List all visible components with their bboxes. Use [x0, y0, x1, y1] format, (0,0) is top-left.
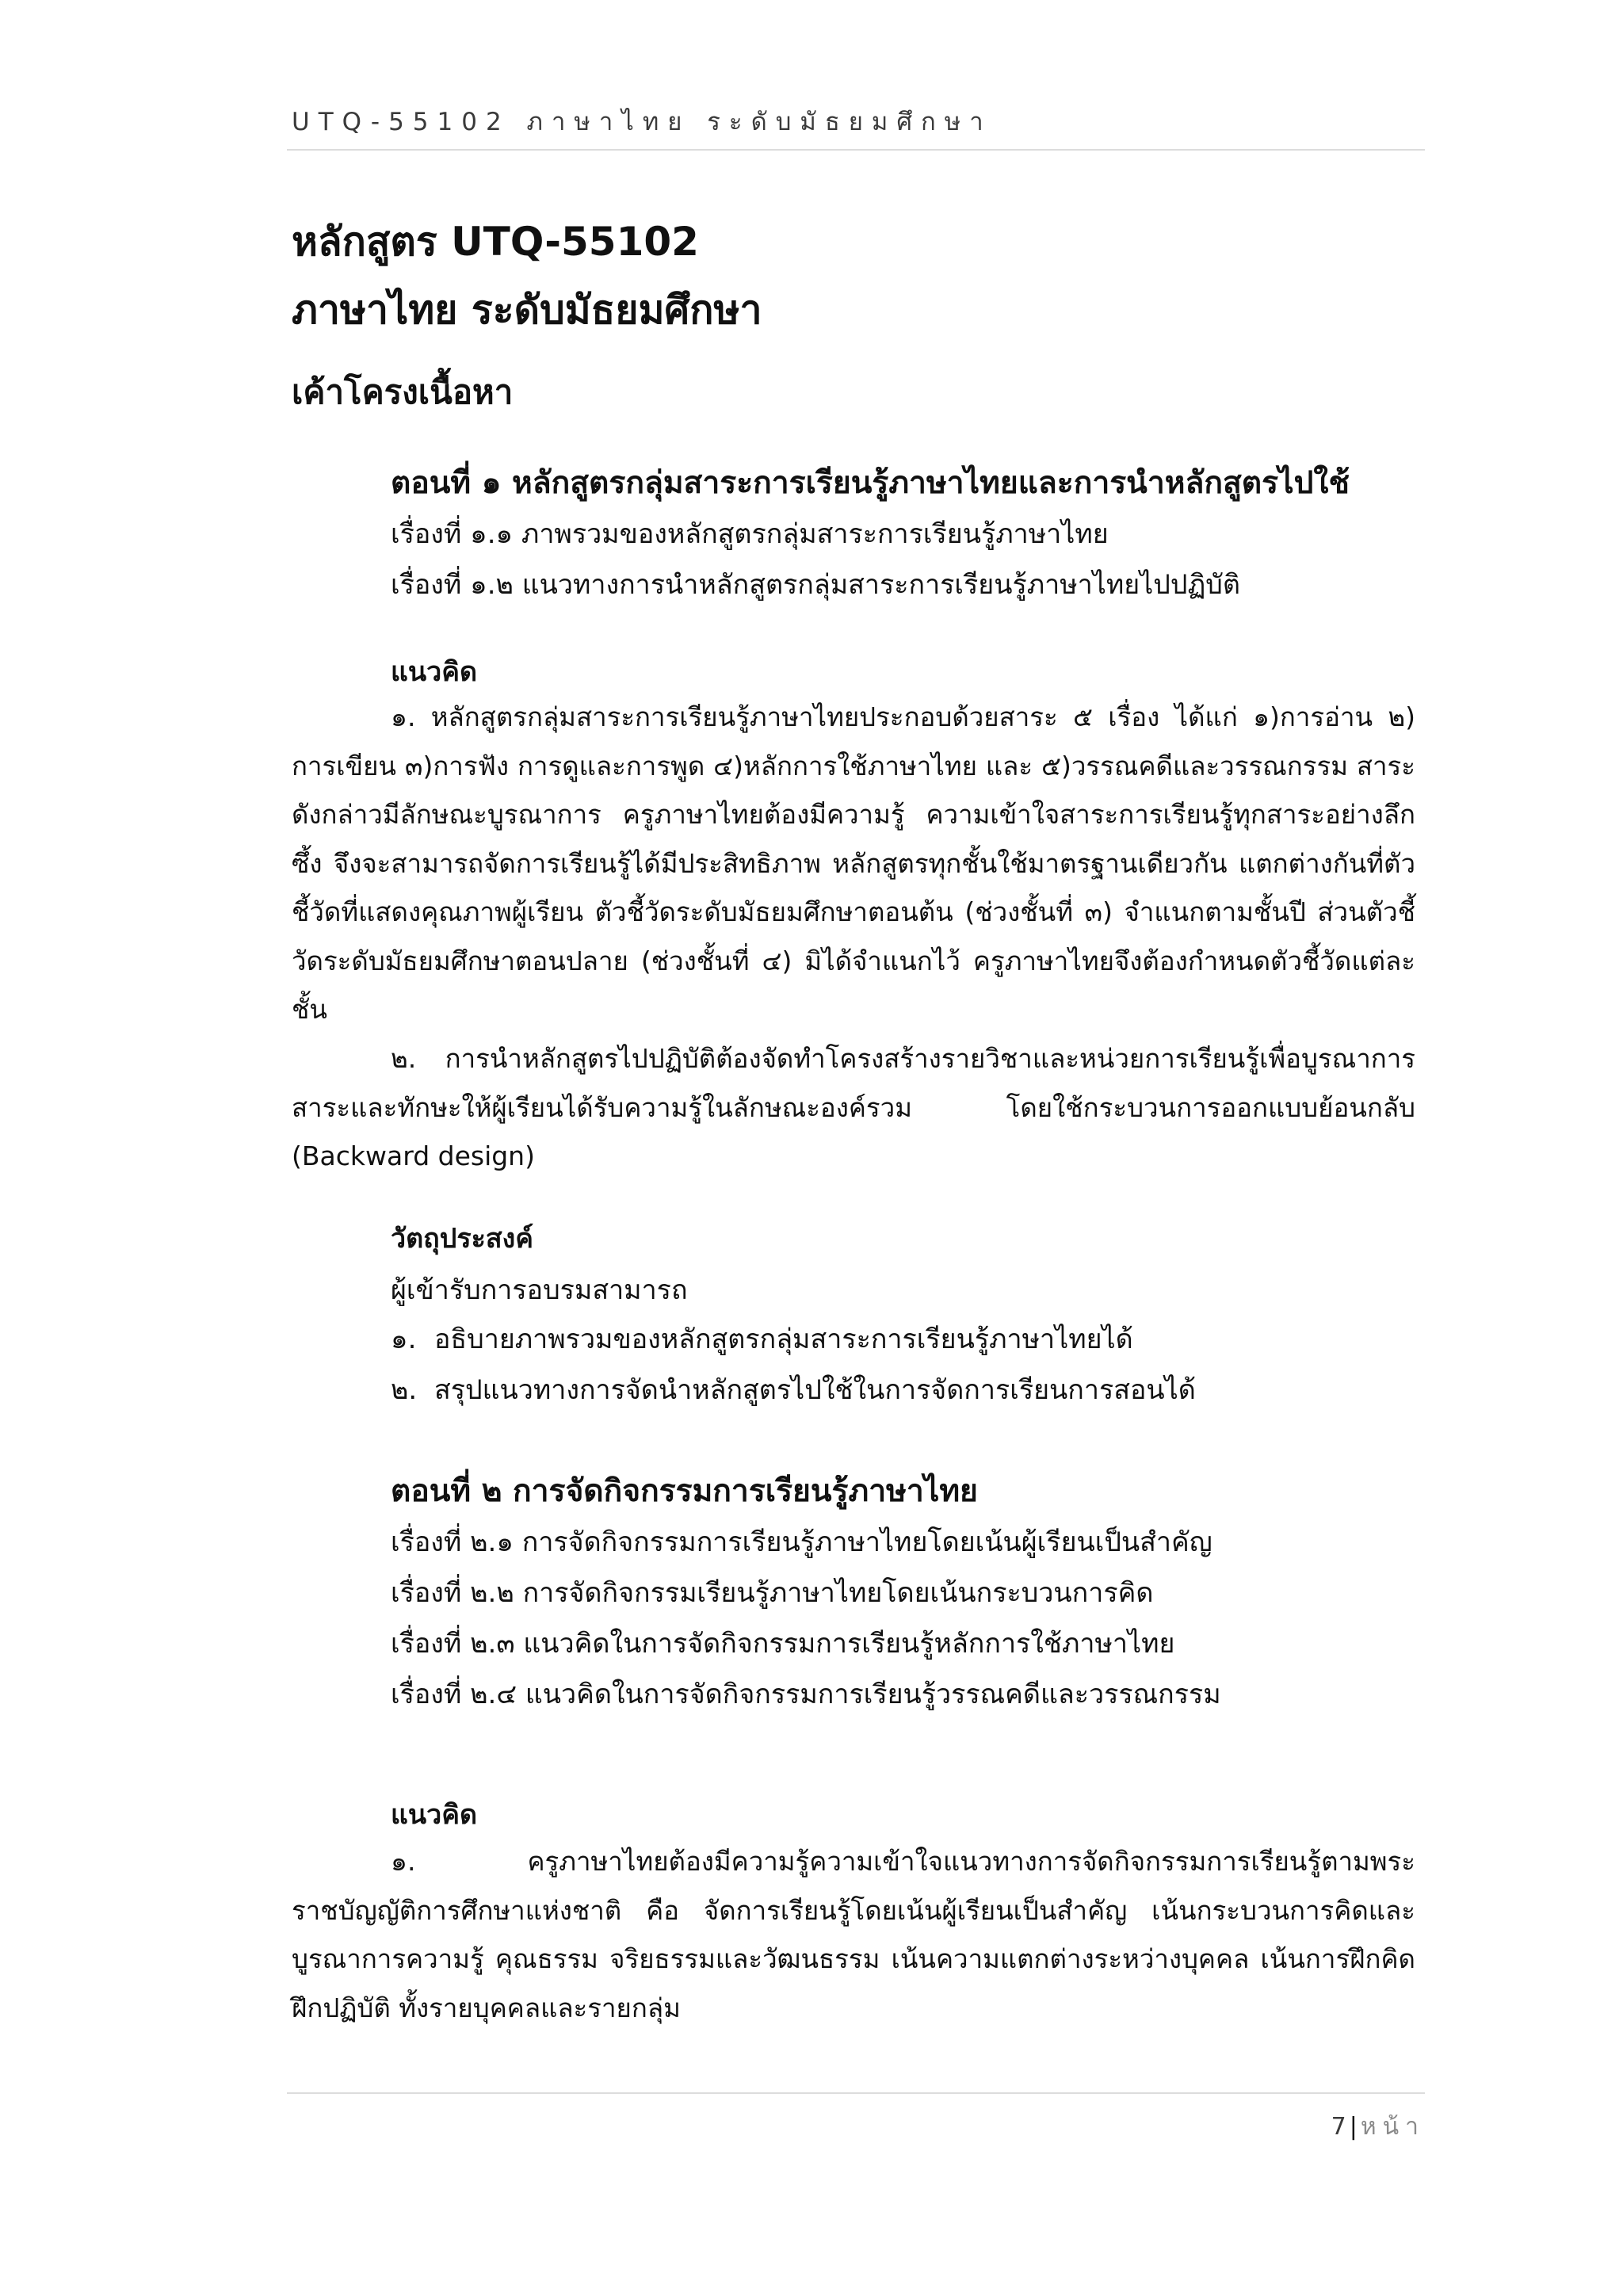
page-footer	[1276, 2108, 1425, 2145]
running-header: UTQ-55102 ภาษาไทย ระดับมัธยมศึกษา	[292, 108, 992, 136]
part-1-topics	[391, 509, 1240, 610]
objective-number: ๒.	[391, 1374, 418, 1406]
part-1-concept-heading: แนวคิด	[391, 656, 478, 688]
footer-divider	[287, 2092, 1425, 2094]
objective-intro: ผู้เข้ารับการอบรมสามารถ	[391, 1274, 688, 1306]
topic-item: เรื่องที่ ๒.๑ การจัดกิจกรรมการเรียนรู้ภาษาไทยโดยเน้นผู้เรียนเป็นสำคัญ	[391, 1526, 1212, 1558]
topic-item: เรื่องที่ ๑.๒ แนวทางการนำหลักสูตรกลุ่มสาระการเรียนรู้ภาษาไทยไปปฏิบัติ	[391, 569, 1240, 601]
part-2-topics	[391, 1517, 1221, 1720]
objective-list	[391, 1314, 1196, 1415]
header-divider	[287, 149, 1425, 151]
objective-item	[391, 1365, 1196, 1415]
objective-item	[391, 1314, 1196, 1365]
part-2-concept-heading: แนวคิด	[391, 1799, 478, 1831]
part-2-concept-1: ๑. ครูภาษาไทยต้องมีความรู้ความเข้าใจแนวทางการจัดกิจกรรมการเรียนรู้ตามพระราชบัญญัติการศึกษาแห่งชาติ คือ จัดการเรียนรู้โดยเน้นผู้เรียนเป็นสำคัญ เน้นกระบวนการคิดและบูรณาการความรู้ คุณธรรม จริยธรรมและวัฒนธรรม เน้นความแตกต่างระหว่างบุคคล เน้นการฝึกคิด ฝึกปฏิบัติ ทั้งรายบุคคลและรายกลุ่ม	[292, 1846, 1424, 2023]
page-number: 7	[1331, 2113, 1346, 2141]
topic-item: เรื่องที่ ๒.๔ แนวคิดในการจัดกิจกรรมการเรียนรู้วรรณคดีและวรรณกรรม	[391, 1679, 1221, 1710]
page-label: หน้า	[1360, 2113, 1425, 2141]
part-2-title: ตอนที่ ๒ การจัดกิจกรรมการเรียนรู้ภาษาไทย	[391, 1473, 978, 1509]
document-title	[292, 208, 762, 344]
objective-text: สรุปแนวทางการจัดนำหลักสูตรไปใช้ในการจัดการเรียนการสอนได้	[434, 1374, 1196, 1406]
topic-item: เรื่องที่ ๒.๒ การจัดกิจกรรมเรียนรู้ภาษาไทยโดยเน้นกระบวนการคิด	[391, 1577, 1154, 1609]
part-1-concept-1: ๑. หลักสูตรกลุ่มสาระการเรียนรู้ภาษาไทยประกอบด้วยสาระ ๕ เรื่อง ได้แก่ ๑)การอ่าน ๒) การเขียน ๓)การฟัง การดูและการพูด ๔)หลักการใช้ภาษาไทย และ ๕)วรรณคดีและวรรณกรรม สาระดังกล่าวมีลักษณะบูรณาการ ครูภาษาไทยต้องมีความรู้ ความเข้าใจสาระการเรียนรู้ทุกสาระอย่างลึกซึ้ง จึงจะสามารถจัดการเรียนรู้ได้มีประสิทธิภาพ หลักสูตรทุกชั้นใช้มาตรฐานเดียวกัน แตกต่างกันที่ตัวชี้วัดที่แสดงคุณภาพผู้เรียน ตัวชี้วัดระดับมัธยมศึกษาตอนต้น (ช่วงชั้นที่ ๓) จำแนกตามชั้นปี ส่วนตัวชี้วัดระดับมัธยมศึกษาตอนปลาย (ช่วงชั้นที่ ๔) มิได้จำแนกไว้ ครูภาษาไทยจึงต้องกำหนดตัวชี้วัดแต่ละชั้น	[292, 701, 1415, 1025]
footer-separator: |	[1349, 2113, 1358, 2141]
objective-text: อธิบายภาพรวมของหลักสูตรกลุ่มสาระการเรียนรู้ภาษาไทยได้	[434, 1324, 1133, 1355]
topic-item: เรื่องที่ ๑.๑ ภาพรวมของหลักสูตรกลุ่มสาระการเรียนรู้ภาษาไทย	[391, 518, 1109, 550]
objective-number: ๑.	[391, 1324, 417, 1355]
topic-item: เรื่องที่ ๒.๓ แนวคิดในการจัดกิจกรรมการเรียนรู้หลักการใช้ภาษาไทย	[391, 1628, 1175, 1660]
outline-heading: เค้าโครงเนื้อหา	[292, 372, 514, 411]
part-1-title: ตอนที่ ๑ หลักสูตรกลุ่มสาระการเรียนรู้ภาษาไทยและการนำหลักสูตรไปใช้	[391, 465, 1350, 501]
title-line-1: หลักสูตร UTQ-55102	[292, 219, 699, 265]
part-1-objective-heading: วัตถุประสงค์	[391, 1223, 533, 1255]
part-1-concept-2: ๒. การนำหลักสูตรไปปฏิบัติต้องจัดทำโครงสร้างรายวิชาและหน่วยการเรียนรู้เพื่อบูรณาการสาระและทักษะให้ผู้เรียนได้รับความรู้ในลักษณะองค์รวม โดยใช้กระบวนการออกแบบย้อนกลับ (Backward design)	[292, 1043, 1415, 1171]
title-line-2: ภาษาไทย ระดับมัธยมศึกษา	[292, 287, 762, 333]
